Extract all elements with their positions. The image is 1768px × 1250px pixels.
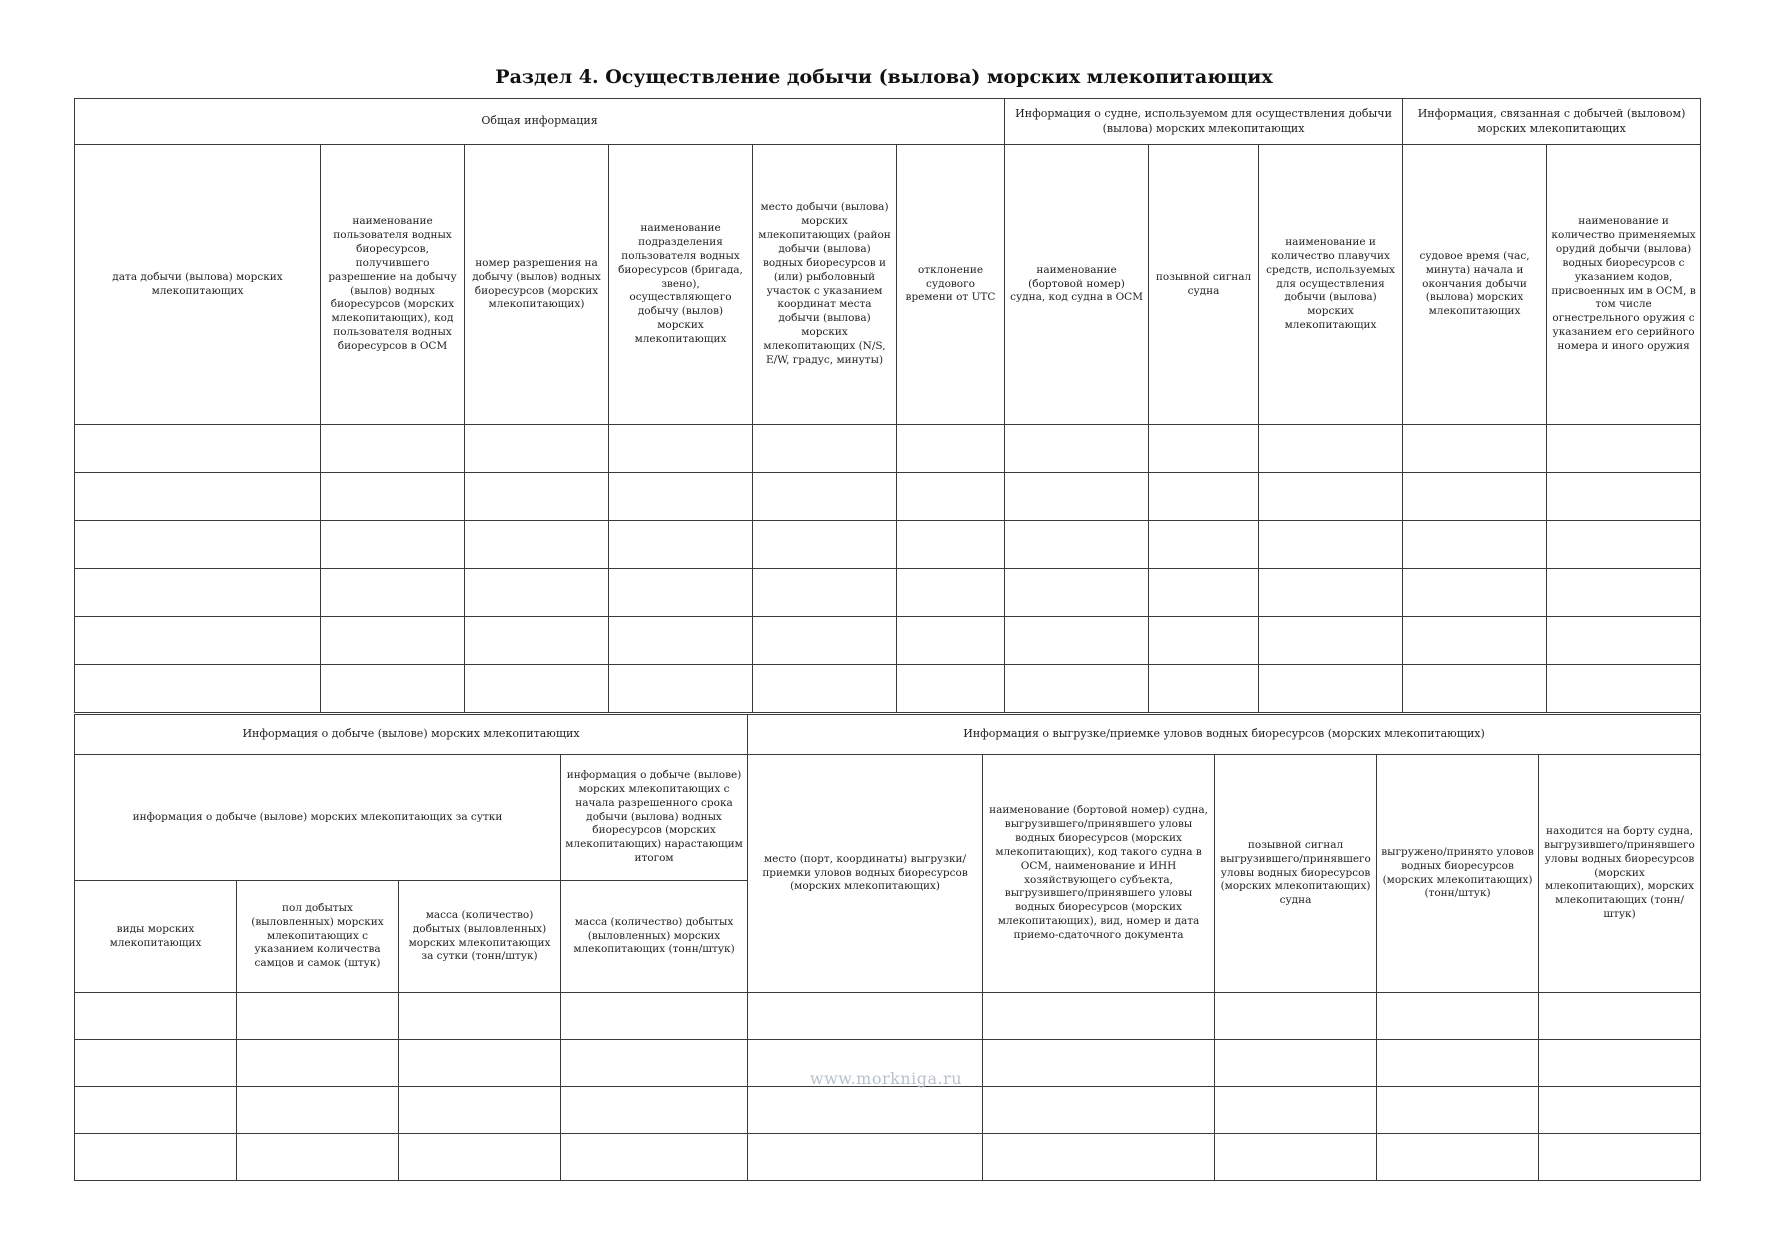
table-cell[interactable] [897, 425, 1005, 473]
table-cell[interactable] [1149, 617, 1259, 665]
table-cell[interactable] [753, 665, 897, 713]
table-cell[interactable] [1215, 1040, 1377, 1087]
table-cell[interactable] [561, 1087, 748, 1134]
table-cell[interactable] [237, 993, 399, 1040]
group-header-harvest-related: Информация, связанная с добычей (выловом) морских млекопитающих [1403, 99, 1701, 145]
table-cell[interactable] [1547, 665, 1701, 713]
col-header-cumulative-mass: масса (количество) добытых (выловленных) морских млекопитающих (тонн/штук) [561, 881, 748, 993]
table-cell[interactable] [321, 665, 465, 713]
col-header-utc-offset: отклонение судового времени от UTC [897, 145, 1005, 425]
col-header-user-subdivision: наименование подразделения пользователя водных биоресурсов (бригада, звено), осуществляющего добычу (вылов) морских млекопитающих [609, 145, 753, 425]
table-cell[interactable] [1377, 1087, 1539, 1134]
col-header-on-board-amount: находится на борту судна, выгрузившего/принявшего уловы водных биоресурсов (морских млекопитающих), морских млекопитающих (тонн/штук) [1539, 755, 1701, 993]
table-cell[interactable] [1215, 1087, 1377, 1134]
col-header-unloading-place: место (порт, координаты) выгрузки/приемки уловов водных биоресурсов (морских млекопитающих) [748, 755, 983, 993]
table-cell[interactable] [1547, 473, 1701, 521]
table-cell[interactable] [1005, 617, 1149, 665]
table-cell[interactable] [1377, 1134, 1539, 1181]
table-cell[interactable] [1403, 425, 1547, 473]
table-cell[interactable] [1259, 521, 1403, 569]
table-row [75, 993, 1701, 1040]
table-cell[interactable] [75, 473, 321, 521]
col-header-vessel-name: наименование (бортовой номер) судна, код судна в ОСМ [1005, 145, 1149, 425]
table-cell[interactable] [753, 569, 897, 617]
table-cell[interactable] [1259, 425, 1403, 473]
table-row [75, 521, 1701, 569]
table-cell[interactable] [1149, 425, 1259, 473]
col-header-sex: пол добытых (выловленных) морских млекопитающих с указанием количества самцов и самок (штук) [237, 881, 399, 993]
watermark: www.morkniga.ru [809, 1069, 963, 1088]
table-cell[interactable] [75, 1134, 237, 1181]
col-header-harvest-date: дата добычи (вылова) морских млекопитающих [75, 145, 321, 425]
table-cell[interactable] [399, 993, 561, 1040]
table-cell[interactable] [1547, 617, 1701, 665]
table-cell[interactable] [983, 993, 1215, 1040]
table-cell[interactable] [75, 617, 321, 665]
table-cell[interactable] [1403, 569, 1547, 617]
table-cell[interactable] [609, 665, 753, 713]
table-cell[interactable] [465, 617, 609, 665]
table-cell[interactable] [748, 1134, 983, 1181]
table-cell[interactable] [321, 473, 465, 521]
col-header-unloading-vessel: наименование (бортовой номер) судна, выгрузившего/принявшего уловы водных биоресурсов (морских млекопитающих), код такого судна в ОСМ, наименование и ИНН хозяйствующего субъекта, выгрузившего/принявшего уловы водных биоресурсов (морских млекопитающих), вид, номер и дата приемо-сдаточного документа [983, 755, 1215, 993]
table-row [75, 617, 1701, 665]
table-cell[interactable] [1547, 521, 1701, 569]
table-cell[interactable] [321, 569, 465, 617]
col-header-unloading-call-sign: позывной сигнал выгрузившего/принявшего уловы водных биоресурсов (морских млекопитающих) судна [1215, 755, 1377, 993]
table-cell[interactable] [1259, 473, 1403, 521]
table-cell[interactable] [897, 473, 1005, 521]
table-row [75, 1134, 1701, 1181]
table-cell[interactable] [465, 521, 609, 569]
table-cell[interactable] [983, 1040, 1215, 1087]
table-cell[interactable] [1403, 617, 1547, 665]
table-cell[interactable] [748, 993, 983, 1040]
table-cell[interactable] [399, 1134, 561, 1181]
table-cell[interactable] [1377, 1040, 1539, 1087]
col-header-harvest-gear: наименование и количество применяемых орудий добычи (вылова) водных биоресурсов с указанием кодов, присвоенных им в ОСМ, в том числе огнестрельного оружия с указанием его серийного номера и иного оружия [1547, 145, 1701, 425]
col-header-harvest-location: место добычи (вылова) морских млекопитающих (район добычи (вылова) водных биоресурсов и (или) рыболовный участок с указанием координат места добычи (вылова) морских млекопитающих (N/S, E/W, градус, минуты) [753, 145, 897, 425]
table-cell[interactable] [237, 1040, 399, 1087]
table-cell[interactable] [1539, 1087, 1701, 1134]
table-cell[interactable] [561, 1134, 748, 1181]
subgroup-header-cumulative: информация о добыче (вылове) морских млекопитающих с начала разрешенного срока добычи (вылова) водных биоресурсов (морских млекопитающих) нарастающим итогом [561, 755, 748, 881]
table-cell[interactable] [753, 473, 897, 521]
group-header-vessel-info: Информация о судне, используемом для осуществления добычи (вылова) морских млекопитающих [1005, 99, 1403, 145]
col-header-resource-user: наименование пользователя водных биоресурсов, получившего разрешение на добычу (вылов) водных биоресурсов (морских млекопитающих), код пользователя водных биоресурсов в ОСМ [321, 145, 465, 425]
table-cell[interactable] [1005, 521, 1149, 569]
table-row [75, 569, 1701, 617]
table-cell[interactable] [465, 473, 609, 521]
col-header-call-sign: позывной сигнал судна [1149, 145, 1259, 425]
group-header-unloading-info: Информация о выгрузке/приемке уловов водных биоресурсов (морских млекопитающих) [748, 715, 1701, 755]
subgroup-header-daily: информация о добыче (вылове) морских млекопитающих за сутки [75, 755, 561, 881]
table-cell[interactable] [897, 569, 1005, 617]
table-cell[interactable] [897, 521, 1005, 569]
table-cell[interactable] [1547, 425, 1701, 473]
table-cell[interactable] [748, 1087, 983, 1134]
table-cell[interactable] [75, 569, 321, 617]
table-cell[interactable] [1005, 665, 1149, 713]
table-cell[interactable] [399, 1040, 561, 1087]
table-cell[interactable] [75, 993, 237, 1040]
table-row [75, 473, 1701, 521]
col-header-species: виды морских млекопитающих [75, 881, 237, 993]
col-header-permit-number: номер разрешения на добычу (вылов) водных биоресурсов (морских млекопитающих) [465, 145, 609, 425]
table-cell[interactable] [897, 617, 1005, 665]
table-cell[interactable] [1539, 1040, 1701, 1087]
table-cell[interactable] [75, 665, 321, 713]
table-cell[interactable] [1215, 1134, 1377, 1181]
col-header-unloaded-amount: выгружено/принято уловов водных биоресурсов (морских млекопитающих) (тонн/штук) [1377, 755, 1539, 993]
table-cell[interactable] [321, 617, 465, 665]
table-cell[interactable] [1149, 665, 1259, 713]
col-header-floating-craft: наименование и количество плавучих средств, используемых для осуществления добычи (вылова) морских млекопитающих [1259, 145, 1403, 425]
table-cell[interactable] [1403, 473, 1547, 521]
table-cell[interactable] [1149, 569, 1259, 617]
page-title: Раздел 4. Осуществление добычи (вылова) морских млекопитающих [495, 66, 1273, 88]
table-cell[interactable] [753, 425, 897, 473]
table-cell[interactable] [237, 1087, 399, 1134]
table-cell[interactable] [983, 1134, 1215, 1181]
table-cell[interactable] [897, 665, 1005, 713]
table-cell[interactable] [1547, 569, 1701, 617]
table-cell[interactable] [609, 473, 753, 521]
table-cell[interactable] [1539, 1134, 1701, 1181]
table-cell[interactable] [609, 521, 753, 569]
col-header-daily-mass: масса (количество) добытых (выловленных) морских млекопитающих за сутки (тонн/штук) [399, 881, 561, 993]
col-header-ship-time: судовое время (час, минута) начала и окончания добычи (вылова) морских млекопитающих [1403, 145, 1547, 425]
table-cell[interactable] [753, 521, 897, 569]
table-cell[interactable] [465, 425, 609, 473]
table-cell[interactable] [1149, 521, 1259, 569]
table-cell[interactable] [465, 569, 609, 617]
table-cell[interactable] [75, 521, 321, 569]
table-cell[interactable] [561, 993, 748, 1040]
table-cell[interactable] [561, 1040, 748, 1087]
table-cell[interactable] [1403, 665, 1547, 713]
table-cell[interactable] [465, 665, 609, 713]
table-row [75, 425, 1701, 473]
group-header-harvest-info: Информация о добыче (вылове) морских млекопитающих [75, 715, 748, 755]
table-cell[interactable] [75, 1040, 237, 1087]
table-cell[interactable] [609, 617, 753, 665]
table-cell[interactable] [75, 1087, 237, 1134]
table-row [75, 665, 1701, 713]
table-cell[interactable] [237, 1134, 399, 1181]
table-cell[interactable] [1377, 993, 1539, 1040]
table-cell[interactable] [1539, 993, 1701, 1040]
table-cell[interactable] [1149, 473, 1259, 521]
table-cell[interactable] [1259, 665, 1403, 713]
form-table-section-general [74, 98, 1701, 713]
table-cell[interactable] [983, 1087, 1215, 1134]
table-cell[interactable] [1005, 425, 1149, 473]
table-cell[interactable] [609, 425, 753, 473]
table-cell[interactable] [1005, 569, 1149, 617]
table-cell[interactable] [75, 425, 321, 473]
table-cell[interactable] [399, 1087, 561, 1134]
form-table-section-harvest-unloading [74, 714, 1701, 1181]
table-cell[interactable] [1403, 521, 1547, 569]
table-cell[interactable] [321, 425, 465, 473]
table-cell[interactable] [321, 521, 465, 569]
group-header-general-info: Общая информация [75, 99, 1005, 145]
table-cell[interactable] [1259, 569, 1403, 617]
table-cell[interactable] [1215, 993, 1377, 1040]
table-cell[interactable] [1259, 617, 1403, 665]
table-cell[interactable] [1005, 473, 1149, 521]
table-cell[interactable] [609, 569, 753, 617]
table-row [75, 1087, 1701, 1134]
table-cell[interactable] [753, 617, 897, 665]
